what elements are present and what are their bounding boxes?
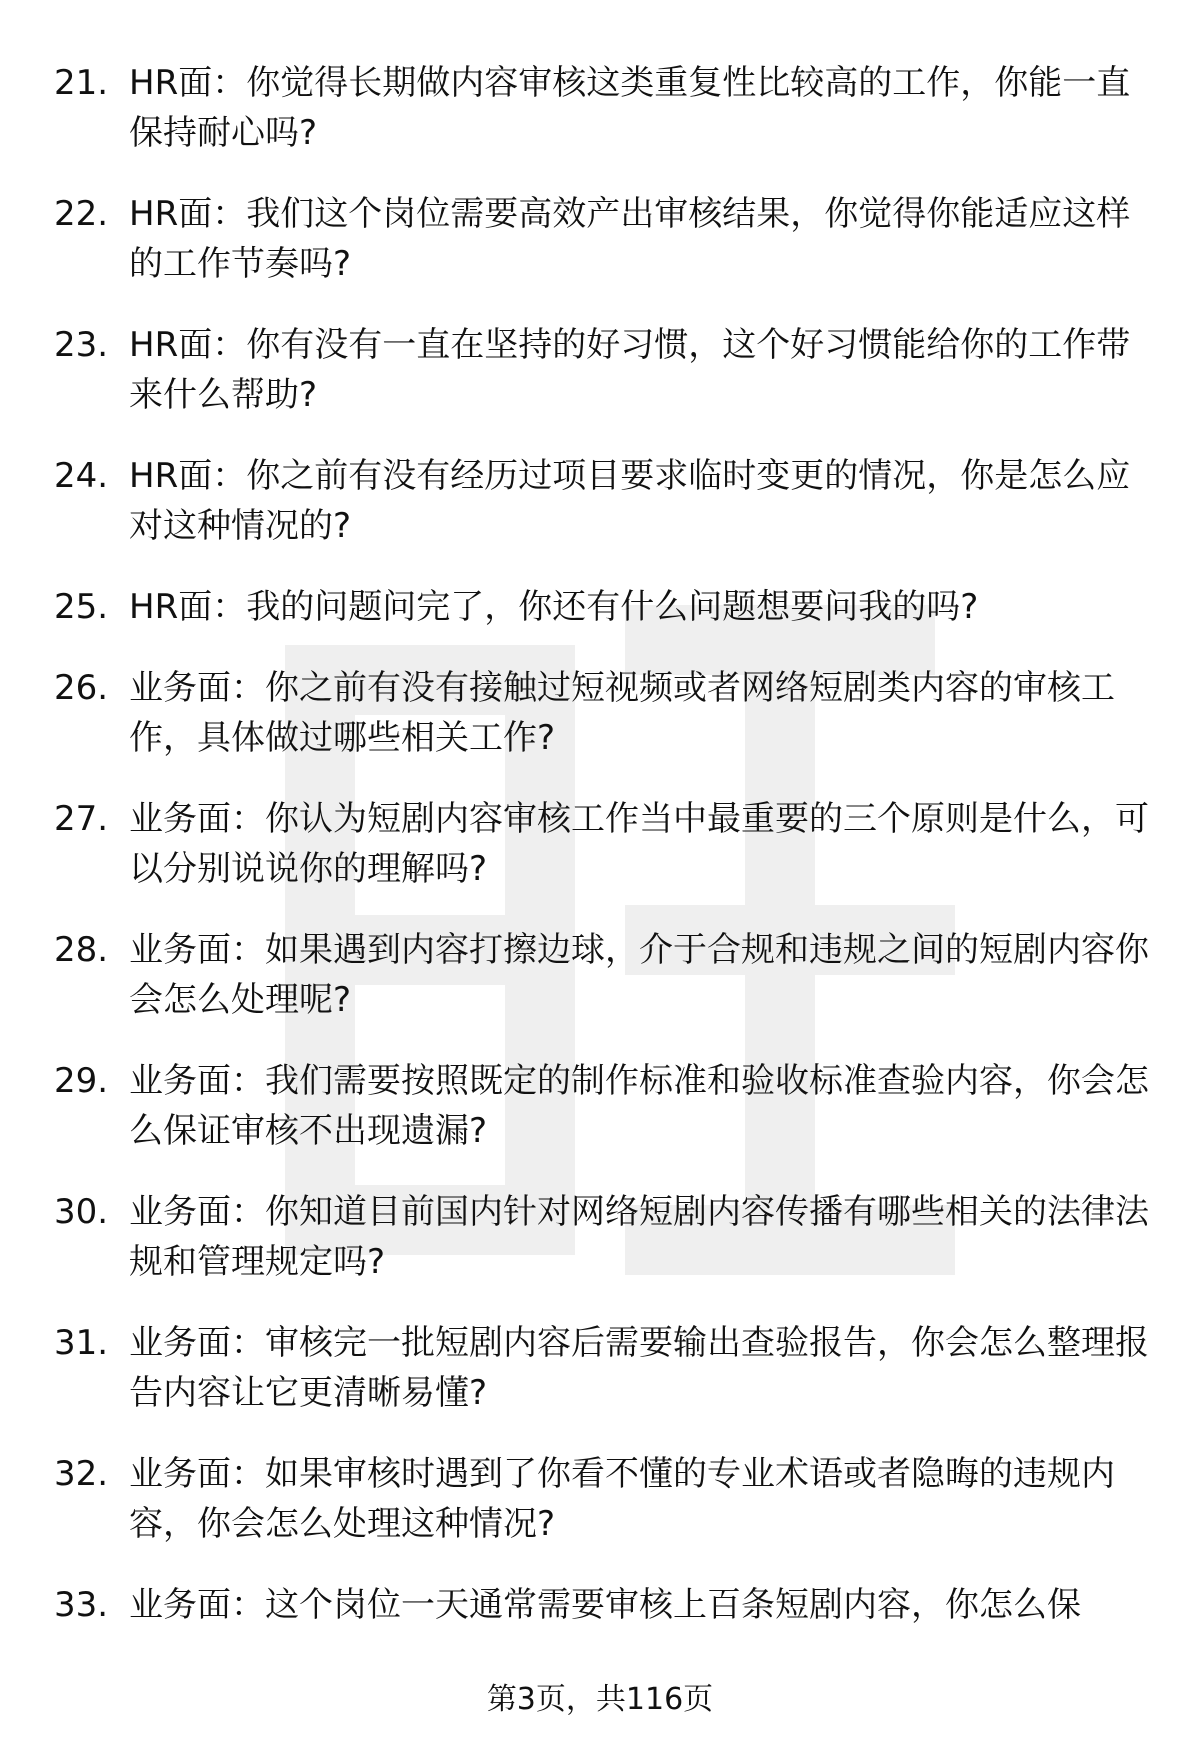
question-number: 27. [54, 799, 109, 839]
question-number: 28. [54, 930, 109, 970]
question-item [54, 58, 1164, 158]
question-number: 24. [54, 456, 109, 496]
question-text: HR面：我们这个岗位需要高效产出审核结果，你觉得你能适应这样的工作节奏吗? [129, 194, 1131, 284]
question-text: 业务面：你知道目前国内针对网络短剧内容传播有哪些相关的法律法规和管理规定吗? [129, 1192, 1149, 1282]
question-text: 业务面：我们需要按照既定的制作标准和验收标准查验内容，你会怎么保证审核不出现遗漏? [129, 1061, 1149, 1151]
question-item [54, 189, 1164, 289]
question-item [54, 1318, 1164, 1418]
page-footer: 第3页，共116页 [486, 1682, 714, 1717]
question-number: 32. [54, 1454, 109, 1494]
question-item [54, 1449, 1164, 1549]
question-item [54, 320, 1164, 420]
question-item [54, 1580, 1164, 1630]
question-item [54, 663, 1164, 763]
question-item [54, 794, 1164, 894]
question-number: 23. [54, 325, 109, 365]
question-text: HR面：我的问题问完了，你还有什么问题想要问我的吗? [129, 587, 979, 627]
question-item [54, 582, 1164, 632]
question-text: 业务面：你之前有没有接触过短视频或者网络短剧类内容的审核工作，具体做过哪些相关工作? [129, 668, 1115, 758]
question-text: HR面：你有没有一直在坚持的好习惯，这个好习惯能给你的工作带来什么帮助? [129, 325, 1131, 415]
question-item [54, 451, 1164, 551]
question-number: 33. [54, 1585, 109, 1625]
question-number: 22. [54, 194, 109, 234]
question-item [54, 1056, 1164, 1156]
question-text: 业务面：这个岗位一天通常需要审核上百条短剧内容，你怎么保 [129, 1585, 1081, 1625]
question-number: 29. [54, 1061, 109, 1101]
question-number: 21. [54, 63, 109, 103]
question-text: HR面：你觉得长期做内容审核这类重复性比较高的工作，你能一直保持耐心吗? [129, 63, 1131, 153]
question-number: 26. [54, 668, 109, 708]
question-number: 31. [54, 1323, 109, 1363]
question-text: 业务面：审核完一批短剧内容后需要输出查验报告，你会怎么整理报告内容让它更清晰易懂? [129, 1323, 1149, 1413]
question-text: 业务面：你认为短剧内容审核工作当中最重要的三个原则是什么，可以分别说说你的理解吗? [129, 799, 1149, 889]
question-number: 30. [54, 1192, 109, 1232]
question-list [54, 58, 1164, 1661]
question-text: 业务面：如果审核时遇到了你看不懂的专业术语或者隐晦的违规内容，你会怎么处理这种情况? [129, 1454, 1115, 1544]
question-text: 业务面：如果遇到内容打擦边球，介于合规和违规之间的短剧内容你会怎么处理呢? [129, 930, 1149, 1020]
question-item [54, 925, 1164, 1025]
question-item [54, 1187, 1164, 1287]
question-text: HR面：你之前有没有经历过项目要求临时变更的情况，你是怎么应对这种情况的? [129, 456, 1131, 546]
question-number: 25. [54, 587, 109, 627]
